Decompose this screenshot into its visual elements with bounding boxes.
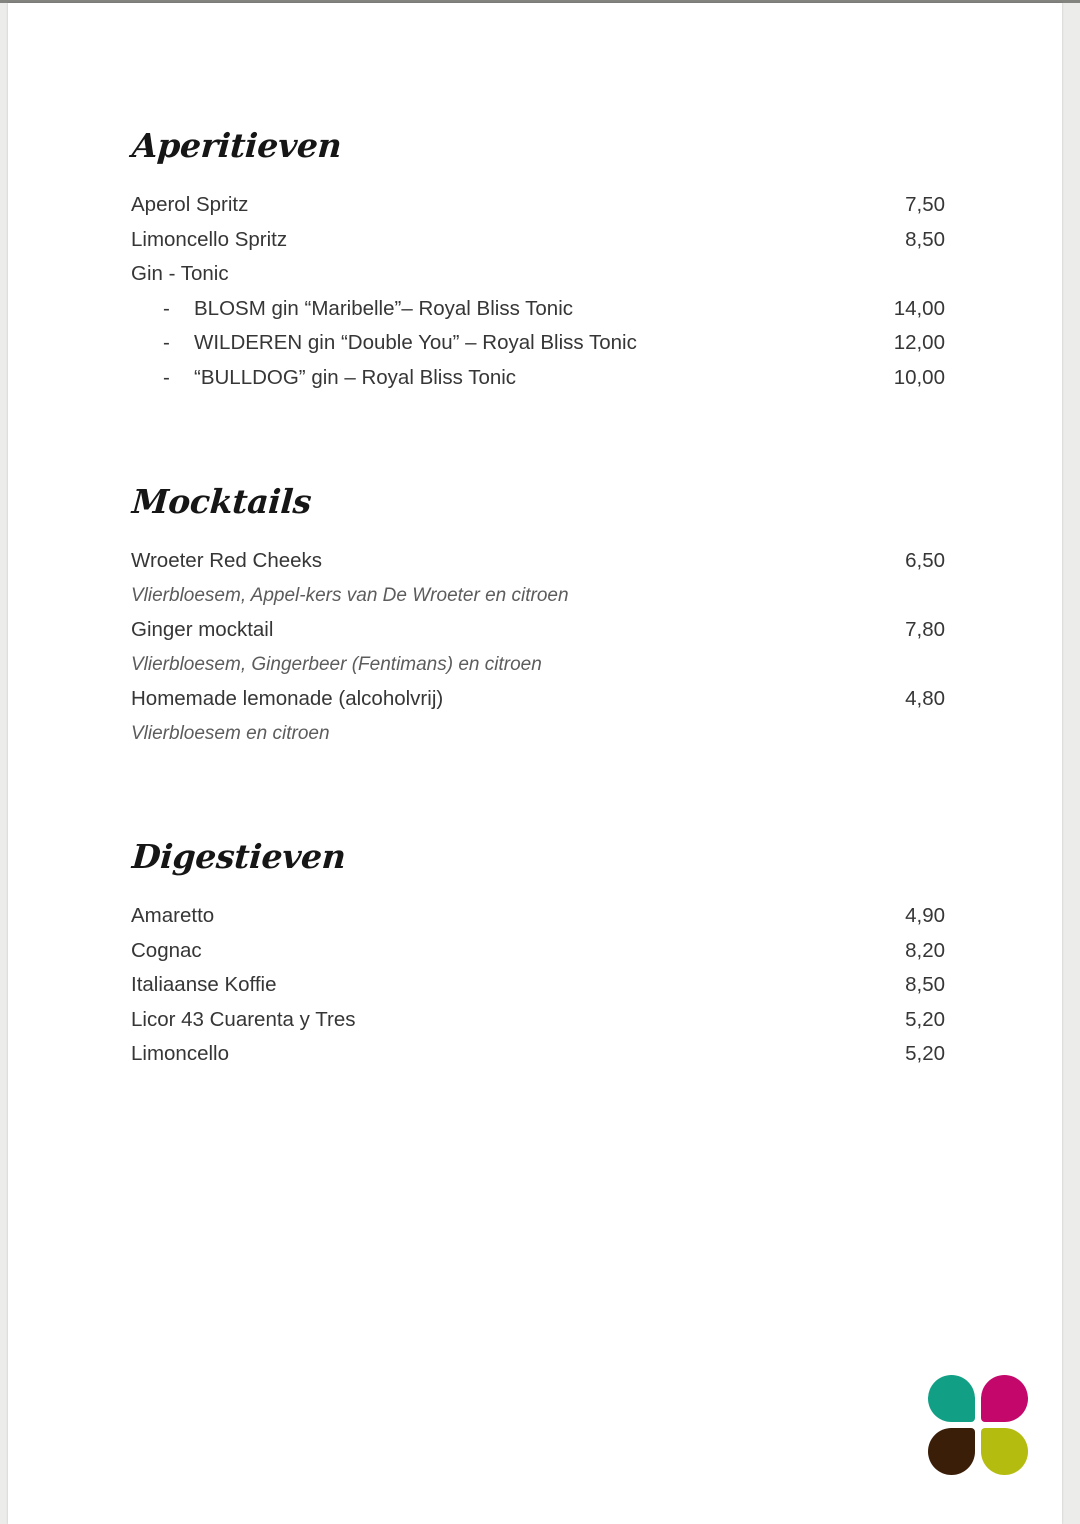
section-mocktails bbox=[131, 395, 945, 751]
section-digestieven bbox=[131, 751, 945, 1072]
logo-petal-bottom-left-icon bbox=[928, 1428, 975, 1475]
menu-subitem-price: 14,00 bbox=[893, 296, 945, 320]
menu-item-price: 5,20 bbox=[905, 1007, 945, 1031]
menu-item-name: Homemade lemonade (alcoholvrij) bbox=[131, 687, 444, 710]
menu-item-price: 8,50 bbox=[905, 227, 945, 251]
menu-subitem-row bbox=[131, 292, 945, 327]
menu-item-row bbox=[131, 257, 945, 292]
menu-item-price: 5,20 bbox=[905, 1042, 945, 1065]
bullet-dash: - bbox=[163, 296, 170, 320]
menu-item-row bbox=[131, 188, 945, 223]
menu-item-name: Italiaanse Koffie bbox=[131, 973, 277, 996]
menu-subitem-price: 12,00 bbox=[893, 331, 945, 354]
bullet-dash: - bbox=[163, 365, 170, 389]
menu-item-row bbox=[131, 613, 945, 648]
menu-item-description: Vlierbloesem, Gingerbeer (Fentimans) en citroen bbox=[131, 653, 542, 675]
four-petal-flower-logo bbox=[928, 1375, 1028, 1475]
menu-item-name: Aperol Spritz bbox=[131, 193, 249, 216]
menu-item-price: 7,80 bbox=[905, 618, 945, 641]
menu-subitem-name: BLOSM gin “Maribelle”– Royal Bliss Tonic bbox=[194, 296, 574, 320]
menu-item-price: 4,90 bbox=[905, 904, 945, 927]
menu-item-description: Vlierbloesem, Appel-kers van De Wroeter en citroen bbox=[131, 584, 569, 606]
menu-subitem-row bbox=[131, 361, 945, 396]
menu-item-price: 8,50 bbox=[905, 973, 945, 996]
menu-item-name: Licor 43 Cuarenta y Tres bbox=[131, 1007, 356, 1031]
menu-item-description: Vlierbloesem en citroen bbox=[131, 722, 330, 744]
menu-content bbox=[131, 3, 945, 1072]
menu-item-row bbox=[131, 682, 945, 717]
menu-item-name: Ginger mocktail bbox=[131, 618, 274, 641]
menu-item-name: Wroeter Red Cheeks bbox=[131, 549, 323, 572]
menu-subitem-row bbox=[131, 326, 945, 361]
menu-subitem-label bbox=[131, 326, 637, 361]
menu-subitem-label bbox=[131, 292, 573, 327]
section-title-digestieven: Digestieven bbox=[130, 837, 347, 876]
section-title-aperitieven: Aperitieven bbox=[130, 126, 343, 165]
menu-page-inner bbox=[8, 3, 1062, 1524]
menu-item-row bbox=[131, 934, 945, 969]
logo-petal-top-right-icon bbox=[981, 1375, 1028, 1422]
menu-item-price: 6,50 bbox=[905, 549, 945, 572]
section-title-mocktails: Mocktails bbox=[130, 482, 313, 521]
menu-subitem-name: “BULLDOG” gin – Royal Bliss Tonic bbox=[194, 365, 517, 389]
logo-petal-bottom-right-icon bbox=[981, 1428, 1028, 1475]
menu-item-row bbox=[131, 968, 945, 1003]
menu-item-name: Amaretto bbox=[131, 904, 215, 927]
menu-item-name: Cognac bbox=[131, 938, 202, 962]
menu-item-price: 4,80 bbox=[905, 687, 945, 710]
menu-item-row bbox=[131, 899, 945, 934]
bullet-dash: - bbox=[163, 331, 170, 354]
menu-item-row bbox=[131, 1037, 945, 1072]
menu-item-price: 7,50 bbox=[905, 193, 945, 216]
menu-item-row bbox=[131, 544, 945, 579]
menu-item-row bbox=[131, 1003, 945, 1038]
menu-item-name: Limoncello Spritz bbox=[131, 227, 288, 251]
menu-item-name: Limoncello bbox=[131, 1042, 229, 1065]
menu-subitem-name: WILDEREN gin “Double You” – Royal Bliss Tonic bbox=[194, 331, 637, 354]
section-aperitieven bbox=[131, 3, 945, 395]
logo-petal-top-left-icon bbox=[928, 1375, 975, 1422]
menu-page bbox=[8, 3, 1062, 1524]
menu-subitem-price: 10,00 bbox=[893, 365, 945, 389]
menu-item-price: 8,20 bbox=[905, 938, 945, 962]
menu-subitem-label bbox=[131, 361, 516, 396]
menu-item-name: Gin - Tonic bbox=[131, 262, 229, 285]
menu-item-row bbox=[131, 223, 945, 258]
